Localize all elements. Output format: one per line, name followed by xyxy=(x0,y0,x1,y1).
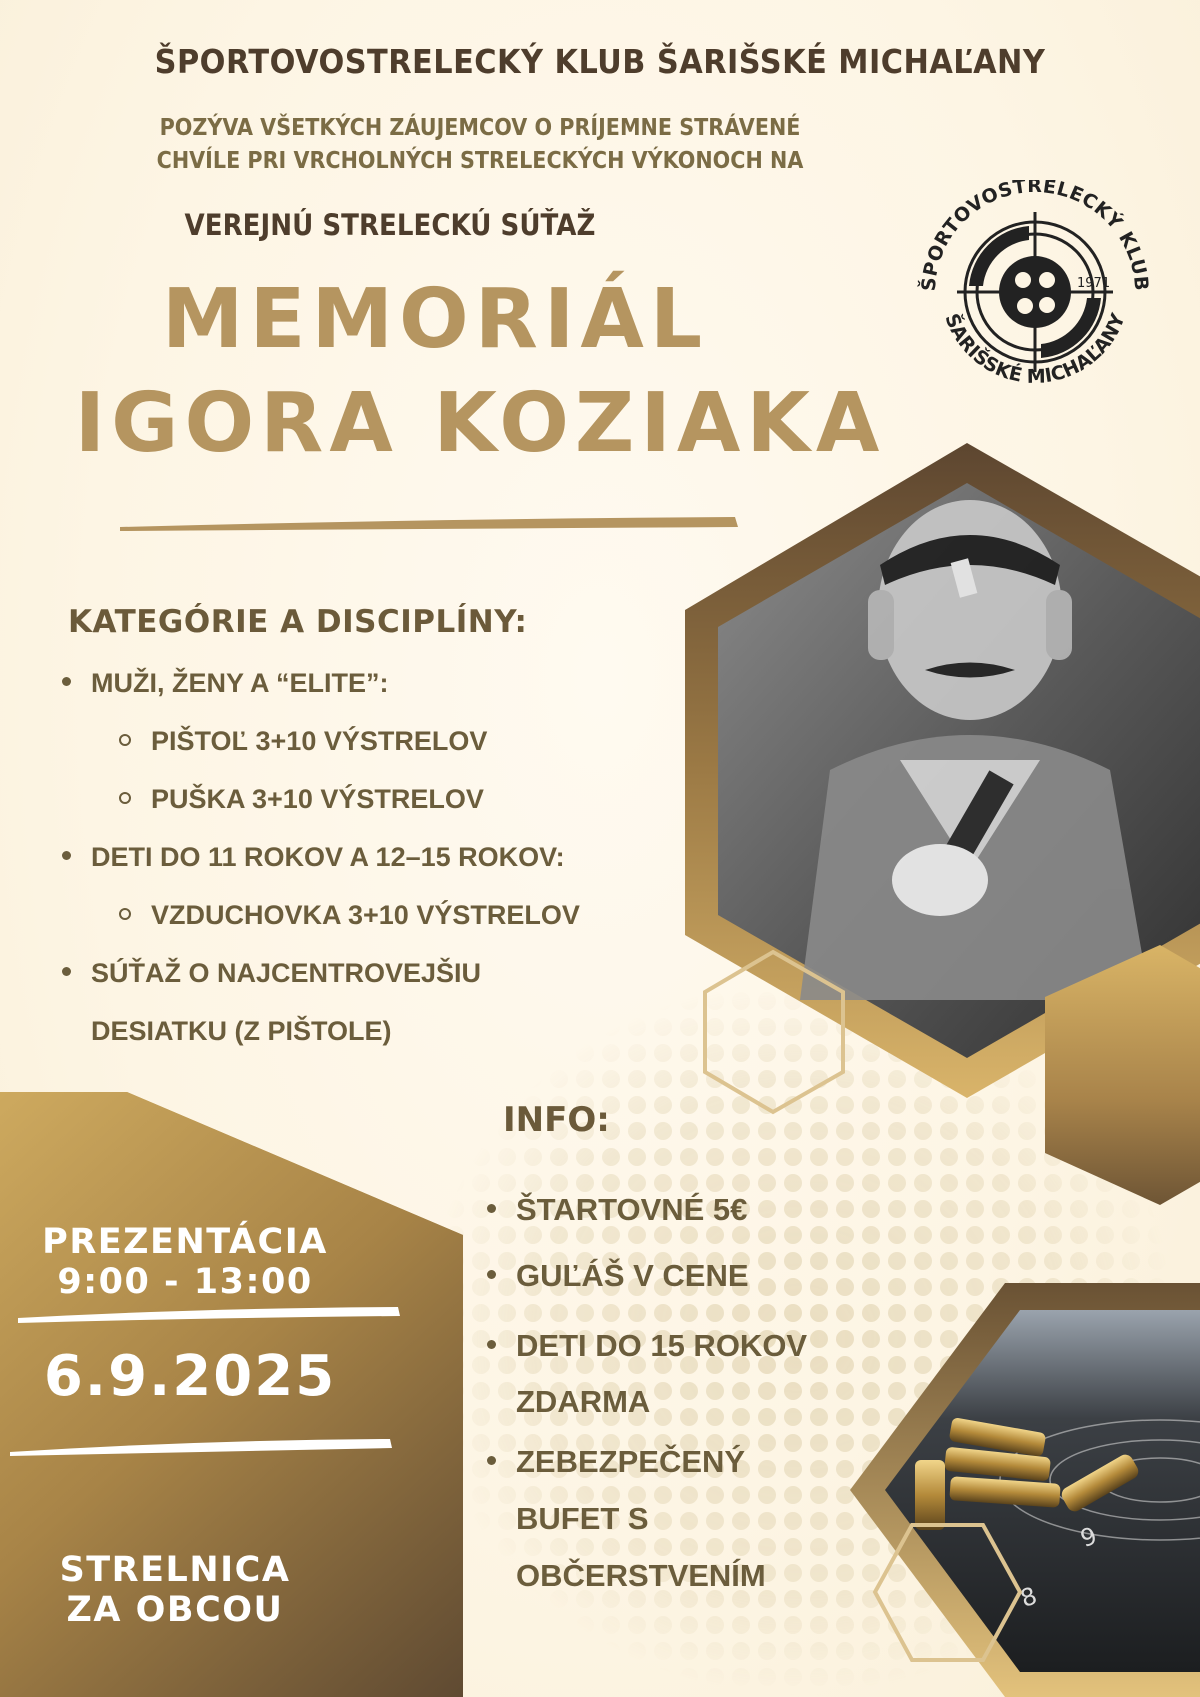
categories-heading: KATEGÓRIE A DISCIPLÍNY: xyxy=(68,604,528,640)
registration-time: 9:00 - 13:00 xyxy=(57,1262,313,1302)
list-item xyxy=(487,1192,747,1228)
list-item-text: ZEBEZPEČENÝ xyxy=(516,1444,746,1479)
list-item xyxy=(62,958,481,989)
circle-bullet-icon xyxy=(119,792,131,804)
bullet-icon xyxy=(62,967,71,976)
invitation-line: POZÝVA VŠETKÝCH ZÁUJEMCOV O PRÍJEMNE STRÁVENÉ xyxy=(159,115,801,141)
bullet-icon xyxy=(487,1340,496,1349)
event-subtitle: VEREJNÚ STRELECKÚ SÚŤAŽ xyxy=(184,208,596,242)
list-item-continuation: DESIATKU (Z PIŠTOLE) xyxy=(91,1016,392,1046)
event-title-line1: MEMORIÁL xyxy=(161,272,709,367)
club-name-heading: ŠPORTOVOSTRELECKÝ KLUB ŠARIŠSKÉ MICHAĽANY xyxy=(154,42,1046,81)
list-item-text: PUŠKA 3+10 VÝSTRELOV xyxy=(151,784,484,814)
list-subitem xyxy=(119,726,487,757)
bullet-icon xyxy=(487,1270,496,1279)
event-title-line2: IGORA KOZIAKA xyxy=(74,376,886,471)
list-subitem xyxy=(119,900,580,931)
location-line: STRELNICA xyxy=(59,1550,291,1590)
info-heading: INFO: xyxy=(503,1100,610,1140)
invitation-text xyxy=(84,112,876,178)
bullet-icon xyxy=(487,1204,496,1213)
logo-year: 1971 xyxy=(1077,276,1111,291)
registration-label: PREZENTÁCIA xyxy=(42,1222,328,1262)
bullet-icon xyxy=(62,677,71,686)
list-subitem xyxy=(119,784,484,815)
event-date: 6.9.2025 xyxy=(43,1344,337,1409)
list-item xyxy=(487,1258,749,1294)
list-item-continuation: ZDARMA xyxy=(516,1384,651,1419)
list-item-text: DETI DO 11 ROKOV A 12–15 ROKOV: xyxy=(91,842,565,872)
list-item-text: ŠTARTOVNÉ 5€ xyxy=(516,1192,748,1227)
list-item-text: GUĽÁŠ V CENE xyxy=(516,1258,749,1293)
bullet-icon xyxy=(487,1456,496,1465)
list-item xyxy=(62,668,389,699)
logo-top-text: ŠPORTOVOSTRELECKÝ KLUB xyxy=(917,180,1153,292)
list-item xyxy=(62,842,565,873)
list-item-text: DETI DO 15 ROKOV xyxy=(516,1328,808,1363)
bullet-icon xyxy=(62,851,71,860)
location-block xyxy=(40,1550,310,1630)
location-line: ZA OBCOU xyxy=(66,1590,284,1630)
list-item-continuation: BUFET S xyxy=(516,1501,649,1536)
logo-bottom-text: ŠARIŠSKÉ MICHAĽANY xyxy=(940,310,1130,388)
circle-bullet-icon xyxy=(119,908,131,920)
invitation-line: CHVÍLE PRI VRCHOLNÝCH STRELECKÝCH VÝKONOCH NA xyxy=(156,148,804,174)
list-item-continuation: OBČERSTVENÍM xyxy=(516,1558,766,1593)
registration-block xyxy=(20,1222,350,1302)
club-logo xyxy=(895,180,1175,390)
list-item-text: SÚŤAŽ O NAJCENTROVEJŠIU xyxy=(91,958,482,988)
list-item xyxy=(487,1328,807,1364)
circle-bullet-icon xyxy=(119,734,131,746)
list-item-text: MUŽI, ŽENY A “ELITE”: xyxy=(91,668,389,698)
target-icon xyxy=(895,180,1175,390)
target-number-9: 9 xyxy=(1076,1521,1101,1554)
title-underline-stroke xyxy=(120,515,740,531)
target-number-8: 8 xyxy=(1016,1581,1041,1614)
event-title xyxy=(60,268,900,476)
list-item-text: PIŠTOĽ 3+10 VÝSTRELOV xyxy=(151,726,488,756)
list-item-text: VZDUCHOVKA 3+10 VÝSTRELOV xyxy=(151,900,580,930)
list-item xyxy=(487,1444,745,1480)
